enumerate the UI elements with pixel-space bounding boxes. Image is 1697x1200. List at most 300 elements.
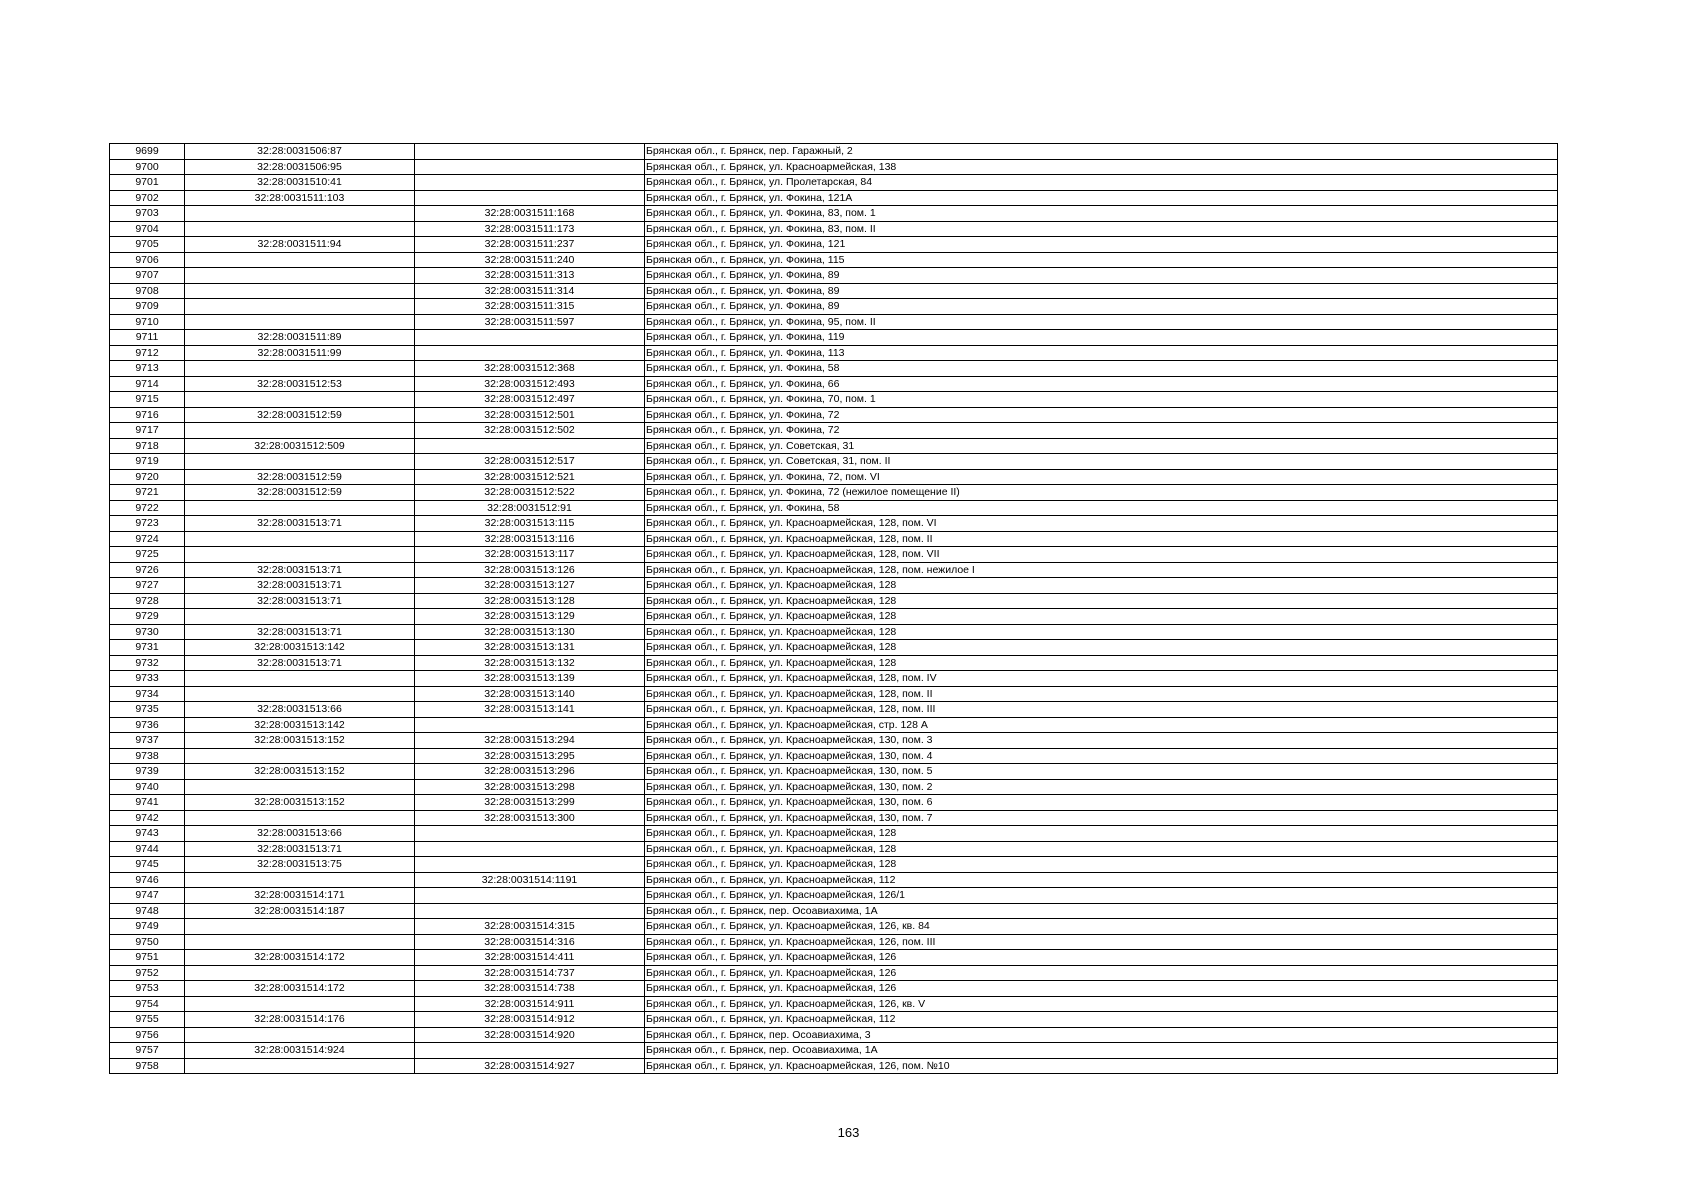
row-number-cell: 9735 (110, 702, 185, 718)
row-number-cell: 9753 (110, 981, 185, 997)
table-row (110, 237, 1558, 253)
address-cell: Брянская обл., г. Брянск, ул. Фокина, 113 (645, 345, 1558, 361)
row-number-cell: 9732 (110, 655, 185, 671)
parcel-number-cell (185, 1027, 415, 1043)
parcel-number-cell: 32:28:0031512:53 (185, 376, 415, 392)
table-row (110, 423, 1558, 439)
object-number-cell (415, 345, 645, 361)
table-row (110, 996, 1558, 1012)
row-number-cell: 9754 (110, 996, 185, 1012)
object-number-cell: 32:28:0031512:91 (415, 500, 645, 516)
parcel-number-cell: 32:28:0031506:95 (185, 159, 415, 175)
table-row (110, 438, 1558, 454)
row-number-cell: 9703 (110, 206, 185, 222)
parcel-number-cell (185, 779, 415, 795)
address-cell: Брянская обл., г. Брянск, ул. Фокина, 95, пом. II (645, 314, 1558, 330)
address-cell: Брянская обл., г. Брянск, ул. Красноармейская, 128 (645, 857, 1558, 873)
parcel-number-cell: 32:28:0031512:59 (185, 469, 415, 485)
object-number-cell (415, 826, 645, 842)
address-cell: Брянская обл., г. Брянск, ул. Красноармейская, 128 (645, 826, 1558, 842)
row-number-cell: 9707 (110, 268, 185, 284)
parcel-number-cell (185, 671, 415, 687)
parcel-number-cell (185, 934, 415, 950)
object-number-cell: 32:28:0031511:313 (415, 268, 645, 284)
parcel-number-cell: 32:28:0031513:142 (185, 640, 415, 656)
address-cell: Брянская обл., г. Брянск, ул. Красноармейская, 130, пом. 4 (645, 748, 1558, 764)
address-cell: Брянская обл., г. Брянск, ул. Фокина, 83, пом. 1 (645, 206, 1558, 222)
row-number-cell: 9737 (110, 733, 185, 749)
object-number-cell: 32:28:0031513:132 (415, 655, 645, 671)
row-number-cell: 9738 (110, 748, 185, 764)
table-row (110, 392, 1558, 408)
address-cell: Брянская обл., г. Брянск, пер. Гаражный, 2 (645, 144, 1558, 160)
parcel-number-cell: 32:28:0031512:59 (185, 485, 415, 501)
table-row (110, 1043, 1558, 1059)
table-row (110, 888, 1558, 904)
parcel-number-cell (185, 1058, 415, 1074)
object-number-cell: 32:28:0031513:127 (415, 578, 645, 594)
object-number-cell: 32:28:0031512:493 (415, 376, 645, 392)
table-row (110, 748, 1558, 764)
object-number-cell (415, 159, 645, 175)
parcel-number-cell (185, 454, 415, 470)
object-number-cell: 32:28:0031512:501 (415, 407, 645, 423)
parcel-number-cell (185, 810, 415, 826)
address-cell: Брянская обл., г. Брянск, ул. Фокина, 115 (645, 252, 1558, 268)
parcel-number-cell: 32:28:0031512:59 (185, 407, 415, 423)
address-cell: Брянская обл., г. Брянск, ул. Фокина, 58 (645, 500, 1558, 516)
parcel-number-cell: 32:28:0031513:66 (185, 826, 415, 842)
row-number-cell: 9711 (110, 330, 185, 346)
address-cell: Брянская обл., г. Брянск, ул. Фокина, 89 (645, 268, 1558, 284)
address-cell: Брянская обл., г. Брянск, ул. Красноармейская, 128, пом. IV (645, 671, 1558, 687)
object-number-cell: 32:28:0031513:300 (415, 810, 645, 826)
table-row (110, 671, 1558, 687)
table-row (110, 500, 1558, 516)
address-cell: Брянская обл., г. Брянск, ул. Фокина, 72 (нежилое помещение II) (645, 485, 1558, 501)
row-number-cell: 9751 (110, 950, 185, 966)
table-row (110, 764, 1558, 780)
row-number-cell: 9733 (110, 671, 185, 687)
address-cell: Брянская обл., г. Брянск, ул. Красноармейская, 128, пом. II (645, 531, 1558, 547)
address-cell: Брянская обл., г. Брянск, ул. Красноармейская, 128 (645, 578, 1558, 594)
object-number-cell: 32:28:0031513:294 (415, 733, 645, 749)
object-number-cell (415, 717, 645, 733)
table-row (110, 469, 1558, 485)
address-cell: Брянская обл., г. Брянск, ул. Фокина, 72 (645, 407, 1558, 423)
object-number-cell: 32:28:0031512:497 (415, 392, 645, 408)
table-row (110, 485, 1558, 501)
address-cell: Брянская обл., г. Брянск, ул. Красноармейская, 128 (645, 609, 1558, 625)
address-cell: Брянская обл., г. Брянск, ул. Красноармейская, 128 (645, 655, 1558, 671)
address-cell: Брянская обл., г. Брянск, ул. Фокина, 89 (645, 283, 1558, 299)
row-number-cell: 9757 (110, 1043, 185, 1059)
parcel-number-cell (185, 206, 415, 222)
row-number-cell: 9728 (110, 593, 185, 609)
row-number-cell: 9725 (110, 547, 185, 563)
address-cell: Брянская обл., г. Брянск, ул. Красноармейская, 128, пом. нежилое I (645, 562, 1558, 578)
address-cell: Брянская обл., г. Брянск, ул. Красноармейская, 128, пом. VII (645, 547, 1558, 563)
object-number-cell: 32:28:0031514:738 (415, 981, 645, 997)
row-number-cell: 9736 (110, 717, 185, 733)
table-row (110, 578, 1558, 594)
table-row (110, 159, 1558, 175)
row-number-cell: 9731 (110, 640, 185, 656)
object-number-cell: 32:28:0031511:597 (415, 314, 645, 330)
row-number-cell: 9701 (110, 175, 185, 191)
row-number-cell: 9708 (110, 283, 185, 299)
object-number-cell: 32:28:0031514:1191 (415, 872, 645, 888)
object-number-cell (415, 438, 645, 454)
object-number-cell (415, 857, 645, 873)
object-number-cell: 32:28:0031514:912 (415, 1012, 645, 1028)
registry-table (109, 143, 1558, 1074)
row-number-cell: 9741 (110, 795, 185, 811)
row-number-cell: 9748 (110, 903, 185, 919)
object-number-cell: 32:28:0031513:139 (415, 671, 645, 687)
registry-table-body (110, 144, 1558, 1074)
object-number-cell: 32:28:0031511:168 (415, 206, 645, 222)
object-number-cell (415, 175, 645, 191)
table-row (110, 872, 1558, 888)
parcel-number-cell: 32:28:0031513:71 (185, 841, 415, 857)
address-cell: Брянская обл., г. Брянск, ул. Красноармейская, 112 (645, 1012, 1558, 1028)
object-number-cell: 32:28:0031511:237 (415, 237, 645, 253)
parcel-number-cell: 32:28:0031514:172 (185, 950, 415, 966)
address-cell: Брянская обл., г. Брянск, ул. Красноармейская, 138 (645, 159, 1558, 175)
row-number-cell: 9712 (110, 345, 185, 361)
row-number-cell: 9740 (110, 779, 185, 795)
object-number-cell (415, 903, 645, 919)
object-number-cell (415, 1043, 645, 1059)
object-number-cell: 32:28:0031511:314 (415, 283, 645, 299)
object-number-cell: 32:28:0031514:315 (415, 919, 645, 935)
address-cell: Брянская обл., г. Брянск, ул. Красноармейская, 128 (645, 640, 1558, 656)
parcel-number-cell (185, 423, 415, 439)
table-row (110, 1012, 1558, 1028)
parcel-number-cell: 32:28:0031513:66 (185, 702, 415, 718)
row-number-cell: 9710 (110, 314, 185, 330)
table-row (110, 593, 1558, 609)
row-number-cell: 9749 (110, 919, 185, 935)
object-number-cell: 32:28:0031514:927 (415, 1058, 645, 1074)
address-cell: Брянская обл., г. Брянск, ул. Красноармейская, 126 (645, 950, 1558, 966)
table-row (110, 857, 1558, 873)
table-row (110, 268, 1558, 284)
object-number-cell: 32:28:0031513:298 (415, 779, 645, 795)
row-number-cell: 9730 (110, 624, 185, 640)
parcel-number-cell: 32:28:0031514:187 (185, 903, 415, 919)
object-number-cell: 32:28:0031513:116 (415, 531, 645, 547)
table-row (110, 624, 1558, 640)
row-number-cell: 9747 (110, 888, 185, 904)
row-number-cell: 9726 (110, 562, 185, 578)
row-number-cell: 9744 (110, 841, 185, 857)
object-number-cell: 32:28:0031514:911 (415, 996, 645, 1012)
row-number-cell: 9719 (110, 454, 185, 470)
object-number-cell: 32:28:0031513:126 (415, 562, 645, 578)
table-row (110, 733, 1558, 749)
row-number-cell: 9715 (110, 392, 185, 408)
address-cell: Брянская обл., г. Брянск, ул. Пролетарская, 84 (645, 175, 1558, 191)
table-row (110, 795, 1558, 811)
address-cell: Брянская обл., г. Брянск, ул. Красноармейская, 126 (645, 981, 1558, 997)
table-row (110, 299, 1558, 315)
row-number-cell: 9700 (110, 159, 185, 175)
parcel-number-cell (185, 361, 415, 377)
row-number-cell: 9734 (110, 686, 185, 702)
address-cell: Брянская обл., г. Брянск, ул. Фокина, 72 (645, 423, 1558, 439)
object-number-cell (415, 330, 645, 346)
address-cell: Брянская обл., г. Брянск, ул. Фокина, 66 (645, 376, 1558, 392)
table-row (110, 516, 1558, 532)
parcel-number-cell: 32:28:0031510:41 (185, 175, 415, 191)
row-number-cell: 9709 (110, 299, 185, 315)
parcel-number-cell: 32:28:0031511:99 (185, 345, 415, 361)
parcel-number-cell: 32:28:0031506:87 (185, 144, 415, 160)
address-cell: Брянская обл., г. Брянск, ул. Советская, 31, пом. II (645, 454, 1558, 470)
parcel-number-cell: 32:28:0031514:176 (185, 1012, 415, 1028)
address-cell: Брянская обл., г. Брянск, ул. Красноармейская, 128, пом. II (645, 686, 1558, 702)
row-number-cell: 9716 (110, 407, 185, 423)
parcel-number-cell: 32:28:0031513:71 (185, 516, 415, 532)
row-number-cell: 9756 (110, 1027, 185, 1043)
address-cell: Брянская обл., г. Брянск, пер. Осоавиахима, 1А (645, 1043, 1558, 1059)
table-row (110, 826, 1558, 842)
address-cell: Брянская обл., г. Брянск, ул. Красноармейская, 126 (645, 965, 1558, 981)
row-number-cell: 9745 (110, 857, 185, 873)
row-number-cell: 9722 (110, 500, 185, 516)
address-cell: Брянская обл., г. Брянск, ул. Красноармейская, 128 (645, 841, 1558, 857)
object-number-cell: 32:28:0031513:131 (415, 640, 645, 656)
object-number-cell: 32:28:0031513:130 (415, 624, 645, 640)
parcel-number-cell (185, 252, 415, 268)
parcel-number-cell (185, 965, 415, 981)
object-number-cell: 32:28:0031514:920 (415, 1027, 645, 1043)
table-row (110, 934, 1558, 950)
table-row (110, 702, 1558, 718)
object-number-cell: 32:28:0031513:299 (415, 795, 645, 811)
address-cell: Брянская обл., г. Брянск, ул. Советская, 31 (645, 438, 1558, 454)
row-number-cell: 9714 (110, 376, 185, 392)
row-number-cell: 9718 (110, 438, 185, 454)
address-cell: Брянская обл., г. Брянск, ул. Фокина, 119 (645, 330, 1558, 346)
parcel-number-cell (185, 609, 415, 625)
object-number-cell: 32:28:0031513:141 (415, 702, 645, 718)
parcel-number-cell: 32:28:0031514:171 (185, 888, 415, 904)
row-number-cell: 9750 (110, 934, 185, 950)
address-cell: Брянская обл., г. Брянск, ул. Фокина, 121А (645, 190, 1558, 206)
address-cell: Брянская обл., г. Брянск, ул. Фокина, 72, пом. VI (645, 469, 1558, 485)
row-number-cell: 9706 (110, 252, 185, 268)
address-cell: Брянская обл., г. Брянск, ул. Красноармейская, 126, кв. 84 (645, 919, 1558, 935)
address-cell: Брянская обл., г. Брянск, ул. Красноармейская, стр. 128 А (645, 717, 1558, 733)
parcel-number-cell: 32:28:0031513:71 (185, 562, 415, 578)
address-cell: Брянская обл., г. Брянск, пер. Осоавиахима, 3 (645, 1027, 1558, 1043)
object-number-cell: 32:28:0031511:240 (415, 252, 645, 268)
parcel-number-cell (185, 500, 415, 516)
address-cell: Брянская обл., г. Брянск, ул. Красноармейская, 128 (645, 593, 1558, 609)
table-row (110, 919, 1558, 935)
table-row (110, 361, 1558, 377)
object-number-cell: 32:28:0031512:517 (415, 454, 645, 470)
object-number-cell: 32:28:0031511:315 (415, 299, 645, 315)
parcel-number-cell (185, 283, 415, 299)
object-number-cell (415, 144, 645, 160)
parcel-number-cell (185, 392, 415, 408)
parcel-number-cell: 32:28:0031514:172 (185, 981, 415, 997)
table-row (110, 283, 1558, 299)
object-number-cell: 32:28:0031512:521 (415, 469, 645, 485)
row-number-cell: 9717 (110, 423, 185, 439)
parcel-number-cell: 32:28:0031513:152 (185, 764, 415, 780)
table-row (110, 562, 1558, 578)
row-number-cell: 9705 (110, 237, 185, 253)
address-cell: Брянская обл., г. Брянск, ул. Красноармейская, 112 (645, 872, 1558, 888)
address-cell: Брянская обл., г. Брянск, ул. Фокина, 58 (645, 361, 1558, 377)
table-row (110, 330, 1558, 346)
table-row (110, 190, 1558, 206)
table-row (110, 841, 1558, 857)
row-number-cell: 9720 (110, 469, 185, 485)
object-number-cell: 32:28:0031513:115 (415, 516, 645, 532)
row-number-cell: 9746 (110, 872, 185, 888)
row-number-cell: 9755 (110, 1012, 185, 1028)
row-number-cell: 9723 (110, 516, 185, 532)
table-row (110, 407, 1558, 423)
address-cell: Брянская обл., г. Брянск, ул. Фокина, 70, пом. 1 (645, 392, 1558, 408)
address-cell: Брянская обл., г. Брянск, пер. Осоавиахима, 1А (645, 903, 1558, 919)
row-number-cell: 9758 (110, 1058, 185, 1074)
parcel-number-cell (185, 686, 415, 702)
table-row (110, 779, 1558, 795)
row-number-cell: 9729 (110, 609, 185, 625)
row-number-cell: 9724 (110, 531, 185, 547)
object-number-cell: 32:28:0031511:173 (415, 221, 645, 237)
object-number-cell: 32:28:0031513:117 (415, 547, 645, 563)
object-number-cell (415, 888, 645, 904)
address-cell: Брянская обл., г. Брянск, ул. Фокина, 83, пом. II (645, 221, 1558, 237)
table-row (110, 640, 1558, 656)
table-row (110, 345, 1558, 361)
object-number-cell: 32:28:0031512:502 (415, 423, 645, 439)
parcel-number-cell (185, 919, 415, 935)
table-row (110, 810, 1558, 826)
object-number-cell: 32:28:0031514:411 (415, 950, 645, 966)
parcel-number-cell (185, 547, 415, 563)
table-row (110, 144, 1558, 160)
parcel-number-cell (185, 996, 415, 1012)
parcel-number-cell (185, 748, 415, 764)
address-cell: Брянская обл., г. Брянск, ул. Красноармейская, 128, пом. VI (645, 516, 1558, 532)
parcel-number-cell: 32:28:0031513:152 (185, 733, 415, 749)
parcel-number-cell: 32:28:0031513:71 (185, 593, 415, 609)
parcel-number-cell: 32:28:0031511:89 (185, 330, 415, 346)
object-number-cell: 32:28:0031513:129 (415, 609, 645, 625)
parcel-number-cell: 32:28:0031513:75 (185, 857, 415, 873)
object-number-cell: 32:28:0031513:140 (415, 686, 645, 702)
address-cell: Брянская обл., г. Брянск, ул. Красноармейская, 126/1 (645, 888, 1558, 904)
row-number-cell: 9713 (110, 361, 185, 377)
row-number-cell: 9742 (110, 810, 185, 826)
table-row (110, 981, 1558, 997)
address-cell: Брянская обл., г. Брянск, ул. Красноармейская, 128, пом. III (645, 702, 1558, 718)
object-number-cell: 32:28:0031514:737 (415, 965, 645, 981)
object-number-cell: 32:28:0031512:522 (415, 485, 645, 501)
table-row (110, 965, 1558, 981)
table-row (110, 206, 1558, 222)
parcel-number-cell: 32:28:0031513:142 (185, 717, 415, 733)
parcel-number-cell (185, 314, 415, 330)
address-cell: Брянская обл., г. Брянск, ул. Фокина, 121 (645, 237, 1558, 253)
parcel-number-cell: 32:28:0031513:71 (185, 578, 415, 594)
address-cell: Брянская обл., г. Брянск, ул. Красноармейская, 126, кв. V (645, 996, 1558, 1012)
parcel-number-cell: 32:28:0031512:509 (185, 438, 415, 454)
address-cell: Брянская обл., г. Брянск, ул. Красноармейская, 130, пом. 7 (645, 810, 1558, 826)
parcel-number-cell (185, 531, 415, 547)
object-number-cell (415, 190, 645, 206)
object-number-cell: 32:28:0031514:316 (415, 934, 645, 950)
row-number-cell: 9721 (110, 485, 185, 501)
parcel-number-cell: 32:28:0031511:103 (185, 190, 415, 206)
parcel-number-cell: 32:28:0031513:71 (185, 624, 415, 640)
table-row (110, 531, 1558, 547)
table-row (110, 717, 1558, 733)
parcel-number-cell: 32:28:0031513:71 (185, 655, 415, 671)
object-number-cell: 32:28:0031513:296 (415, 764, 645, 780)
object-number-cell: 32:28:0031513:128 (415, 593, 645, 609)
address-cell: Брянская обл., г. Брянск, ул. Красноармейская, 126, пом. №10 (645, 1058, 1558, 1074)
object-number-cell (415, 841, 645, 857)
object-number-cell: 32:28:0031513:295 (415, 748, 645, 764)
table-row (110, 175, 1558, 191)
row-number-cell: 9702 (110, 190, 185, 206)
row-number-cell: 9752 (110, 965, 185, 981)
parcel-number-cell: 32:28:0031513:152 (185, 795, 415, 811)
address-cell: Брянская обл., г. Брянск, ул. Красноармейская, 130, пом. 6 (645, 795, 1558, 811)
table-row (110, 314, 1558, 330)
address-cell: Брянская обл., г. Брянск, ул. Красноармейская, 130, пом. 2 (645, 779, 1558, 795)
object-number-cell: 32:28:0031512:368 (415, 361, 645, 377)
table-row (110, 1027, 1558, 1043)
table-row (110, 252, 1558, 268)
address-cell: Брянская обл., г. Брянск, ул. Красноармейская, 128 (645, 624, 1558, 640)
row-number-cell: 9743 (110, 826, 185, 842)
table-row (110, 903, 1558, 919)
table-row (110, 655, 1558, 671)
address-cell: Брянская обл., г. Брянск, ул. Красноармейская, 126, пом. III (645, 934, 1558, 950)
parcel-number-cell (185, 299, 415, 315)
row-number-cell: 9699 (110, 144, 185, 160)
table-row (110, 376, 1558, 392)
table-row (110, 221, 1558, 237)
table-row (110, 547, 1558, 563)
table-row (110, 454, 1558, 470)
parcel-number-cell (185, 268, 415, 284)
address-cell: Брянская обл., г. Брянск, ул. Красноармейская, 130, пом. 3 (645, 733, 1558, 749)
table-row (110, 609, 1558, 625)
page-number: 163 (837, 1125, 860, 1140)
parcel-number-cell: 32:28:0031511:94 (185, 237, 415, 253)
parcel-number-cell (185, 872, 415, 888)
row-number-cell: 9727 (110, 578, 185, 594)
parcel-number-cell: 32:28:0031514:924 (185, 1043, 415, 1059)
address-cell: Брянская обл., г. Брянск, ул. Красноармейская, 130, пом. 5 (645, 764, 1558, 780)
row-number-cell: 9739 (110, 764, 185, 780)
table-row (110, 686, 1558, 702)
table-row (110, 950, 1558, 966)
parcel-number-cell (185, 221, 415, 237)
